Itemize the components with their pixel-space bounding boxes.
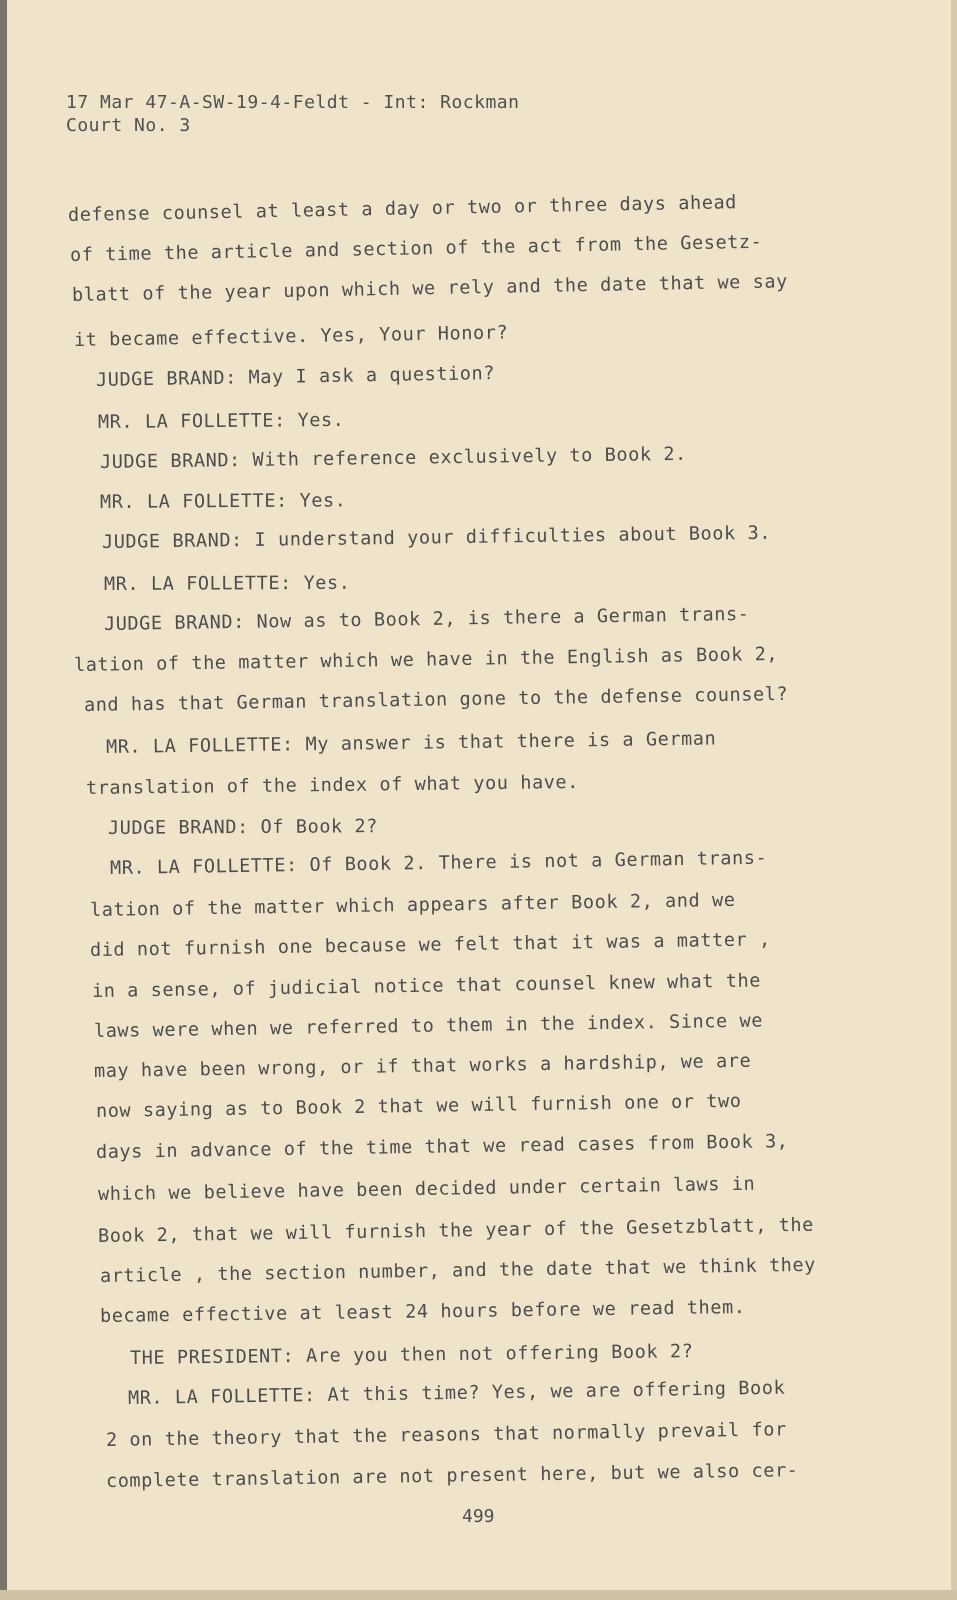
- transcript-line: now saying as to Book 2 that we will furnish one or two: [95, 1090, 742, 1122]
- speaker-line: MR. LA FOLLETTE: Yes.: [97, 409, 345, 433]
- header-court: Court No. 3: [66, 115, 191, 136]
- transcript-line: days in advance of the time that we read cases from Book 3,: [95, 1131, 789, 1163]
- transcript-line: 2 on the theory that the reasons that normally prevail for: [105, 1419, 787, 1451]
- transcript-line: became effective at least 24 hours before we read them.: [99, 1296, 746, 1327]
- speaker-line: THE PRESIDENT: Are you then not offering Book 2?: [129, 1341, 694, 1369]
- transcript-line: Book 2, that we will furnish the year of the Gesetzblatt, the: [97, 1214, 815, 1247]
- page-number: 499: [462, 1506, 495, 1527]
- transcript-line: complete translation are not present here, but we also cer-: [105, 1460, 799, 1492]
- scan-edge-right: [951, 0, 957, 1600]
- scan-edge-bottom: [0, 1590, 957, 1600]
- transcript-line: may have been wrong, or if that works a hardship, we are: [93, 1050, 752, 1082]
- transcript-line: laws were when we referred to them in the index. Since we: [93, 1010, 764, 1042]
- speaker-line: JUDGE BRAND: With reference exclusively to Book 2.: [99, 443, 687, 473]
- transcript-line: did not furnish one because we felt that it was a matter ,: [89, 929, 771, 961]
- transcript-line: defense counsel at least a day or two or three days ahead: [67, 192, 738, 226]
- transcript-line: lation of the matter which we have in the English as Book 2,: [73, 643, 779, 676]
- speaker-line: JUDGE BRAND: May I ask a question?: [95, 363, 496, 391]
- transcript-line: lation of the matter which appears after Book 2, and we: [89, 889, 736, 921]
- speaker-line: MR. LA FOLLETTE: Yes.: [99, 490, 347, 513]
- header-reference: 17 Mar 47-A-SW-19-4-Feldt - Int: Rockman: [66, 92, 520, 113]
- transcript-line: in a sense, of judicial notice that counsel knew what the: [91, 970, 762, 1002]
- speaker-line: MR. LA FOLLETTE: At this time? Yes, we are offering Book: [127, 1377, 786, 1409]
- transcript-line: article , the section number, and the date that we think they: [99, 1254, 817, 1287]
- transcript-line: translation of the index of what you have.: [85, 771, 580, 799]
- transcript-line: which we believe have been decided under certain laws in: [97, 1173, 756, 1205]
- transcript-line: blatt of the year upon which we rely and the date that we say: [71, 271, 789, 306]
- speaker-line: JUDGE BRAND: I understand your difficulties about Book 3.: [101, 522, 772, 553]
- transcript-line: of time the article and section of the act from the Gesetz-: [69, 231, 763, 266]
- speaker-line: MR. LA FOLLETTE: Yes.: [103, 572, 351, 595]
- transcript-line: and has that German translation gone to the defense counsel?: [83, 683, 789, 716]
- transcript-line: it became effective. Yes, Your Honor?: [73, 322, 509, 351]
- scan-edge-left: [0, 0, 7, 1600]
- speaker-line: JUDGE BRAND: Of Book 2?: [107, 816, 379, 839]
- speaker-line: JUDGE BRAND: Now as to Book 2, is there a German trans-: [103, 603, 750, 635]
- speaker-line: MR. LA FOLLETTE: My answer is that there is a German: [105, 728, 717, 758]
- speaker-line: MR. LA FOLLETTE: Of Book 2. There is not a German trans-: [109, 847, 768, 879]
